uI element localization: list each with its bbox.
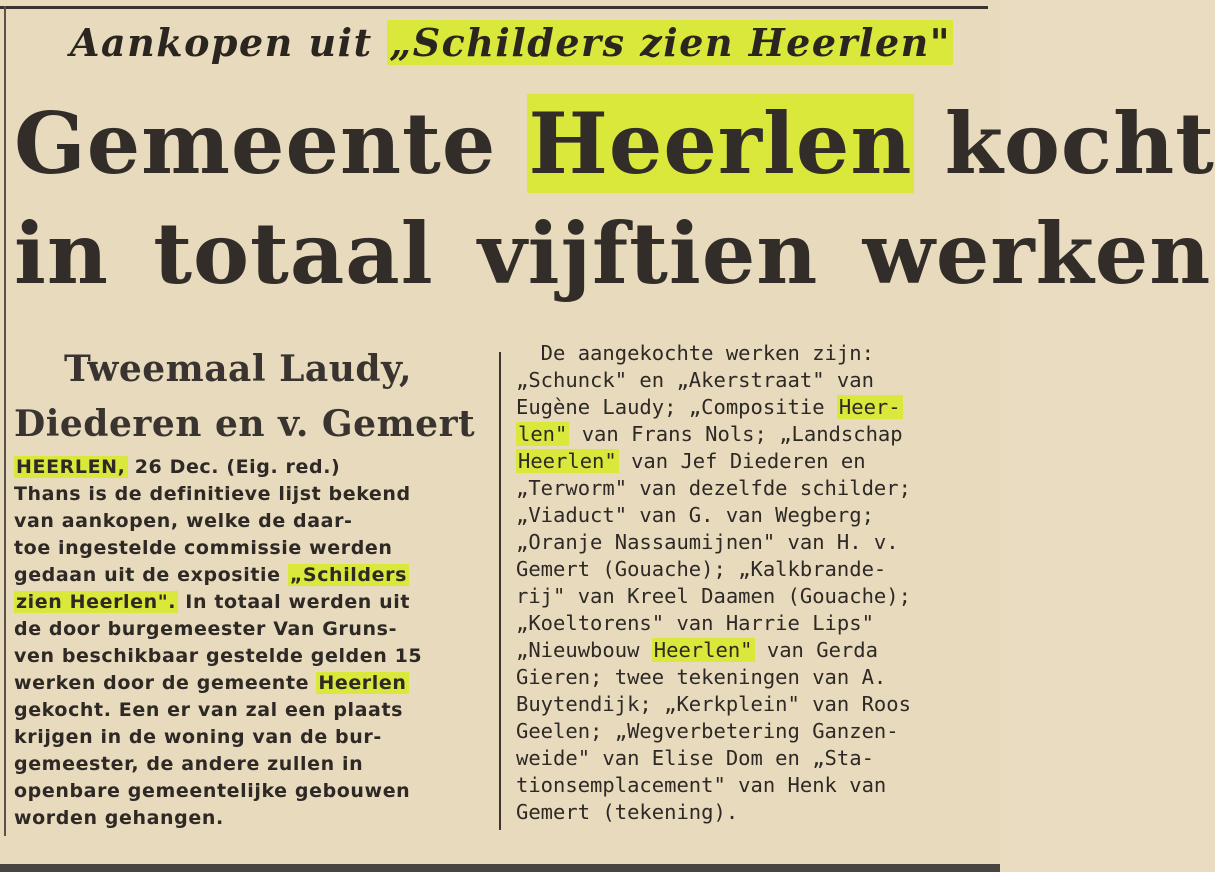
text-line <box>516 502 996 529</box>
text-segment: van aankopen, welke de daar- <box>14 510 353 532</box>
highlighted-text: Heer- <box>838 395 901 419</box>
text-segment: rij" van Kreel Daamen (Gouache); <box>516 584 911 608</box>
headline-highlight: Heerlen <box>528 94 913 193</box>
text-line <box>516 664 996 691</box>
text-line <box>14 589 494 616</box>
text-line <box>516 610 996 637</box>
top-rule <box>0 6 988 9</box>
text-segment: „Viaduct" van G. van Wegberg; <box>516 503 874 527</box>
headline-line-2: in totaal vijftien werken <box>14 204 1212 303</box>
text-segment: gemeester, de andere zullen in <box>14 753 364 775</box>
text-line <box>516 556 996 583</box>
text-segment: worden gehangen. <box>14 807 224 829</box>
text-segment: Eugène Laudy; „Compositie <box>516 395 837 419</box>
text-segment: „Nieuwbouw <box>516 638 652 662</box>
text-line <box>516 691 996 718</box>
text-line <box>14 562 494 589</box>
text-segment: Gieren; twee tekeningen van A. <box>516 665 887 689</box>
subhead-1: Tweemaal Laudy, <box>64 348 413 390</box>
text-segment: Gemert (Gouache); „Kalkbrande- <box>516 557 887 581</box>
kicker-line <box>70 20 970 65</box>
text-segment: Geelen; „Wegverbetering Ganzen- <box>516 719 899 743</box>
text-line <box>14 535 494 562</box>
text-segment: gedaan uit de expositie <box>14 564 288 586</box>
text-line <box>14 643 494 670</box>
text-segment: „Koeltorens" van Harrie Lips" <box>516 611 874 635</box>
highlighted-text: Heerlen <box>318 672 407 694</box>
text-line <box>516 448 996 475</box>
headline-line-1 <box>14 94 1215 193</box>
left-article-column <box>14 454 494 832</box>
text-line <box>516 340 996 367</box>
highlighted-text: „Schilders <box>289 564 407 586</box>
text-segment: gekocht. Een er van zal een plaats <box>14 699 404 721</box>
text-segment: tionsemplacement" van Henk van <box>516 773 887 797</box>
text-segment: Buytendijk; „Kerkplein" van Roos <box>516 692 911 716</box>
text-segment: openbare gemeentelijke gebouwen <box>14 780 411 802</box>
text-segment: De aangekochte werken zijn: <box>516 341 874 365</box>
text-line <box>516 772 996 799</box>
highlighted-text: Heerlen" <box>653 638 753 662</box>
kicker-text: Aankopen uit <box>70 20 388 65</box>
text-segment: In totaal werden uit <box>178 591 411 613</box>
text-line <box>516 421 996 448</box>
headline-part-a: Gemeente <box>14 94 527 193</box>
text-line <box>14 616 494 643</box>
text-line <box>14 778 494 805</box>
text-segment: „Terworm" van dezelfde schilder; <box>516 476 911 500</box>
subhead-2: Diederen en v. Gemert <box>14 403 476 445</box>
column-divider <box>499 352 501 830</box>
left-rule <box>4 6 6 836</box>
text-segment: krijgen in de woning van de bur- <box>14 726 382 748</box>
text-line <box>14 751 494 778</box>
text-segment: Thans is de definitieve lijst bekend <box>14 483 411 505</box>
text-segment: werken door de gemeente <box>14 672 317 694</box>
text-segment: van Frans Nols; „Landschap <box>569 422 903 446</box>
highlighted-text: len" <box>518 422 568 446</box>
text-line <box>516 583 996 610</box>
text-segment: de door burgemeester Van Gruns- <box>14 618 398 640</box>
text-segment: „Schunck" en „Akerstraat" van <box>516 368 874 392</box>
text-line <box>516 394 996 421</box>
text-line <box>14 670 494 697</box>
text-line <box>516 475 996 502</box>
highlighted-text: Heerlen" <box>518 449 617 473</box>
kicker-highlight: „Schilders zien Heerlen" <box>389 20 952 65</box>
right-article-column <box>516 340 996 826</box>
text-line <box>516 799 996 826</box>
text-segment: van Jef Diederen en <box>618 449 866 473</box>
headline-part-b: kocht <box>914 94 1215 193</box>
text-line <box>516 745 996 772</box>
text-segment: ven beschikbaar gestelde gelden 15 <box>14 645 423 667</box>
text-segment: Gemert (tekening). <box>516 800 739 824</box>
text-line <box>516 529 996 556</box>
text-line <box>516 637 996 664</box>
text-segment: „Oranje Nassaumijnen" van H. v. <box>516 530 899 554</box>
text-line <box>516 367 996 394</box>
text-segment: weide" van Elise Dom en „Sta- <box>516 746 874 770</box>
text-segment: toe ingestelde commissie werden <box>14 537 393 559</box>
text-line <box>14 697 494 724</box>
text-line <box>14 481 494 508</box>
highlighted-text: zien Heerlen". <box>16 591 177 613</box>
bottom-rule <box>0 864 1000 872</box>
text-line <box>14 724 494 751</box>
text-line <box>14 805 494 832</box>
text-line <box>14 508 494 535</box>
highlighted-text: HEERLEN, <box>16 456 126 478</box>
text-line <box>14 454 494 481</box>
text-line <box>516 718 996 745</box>
text-segment: van Gerda <box>754 638 878 662</box>
text-segment: 26 Dec. (Eig. red.) <box>127 456 341 478</box>
